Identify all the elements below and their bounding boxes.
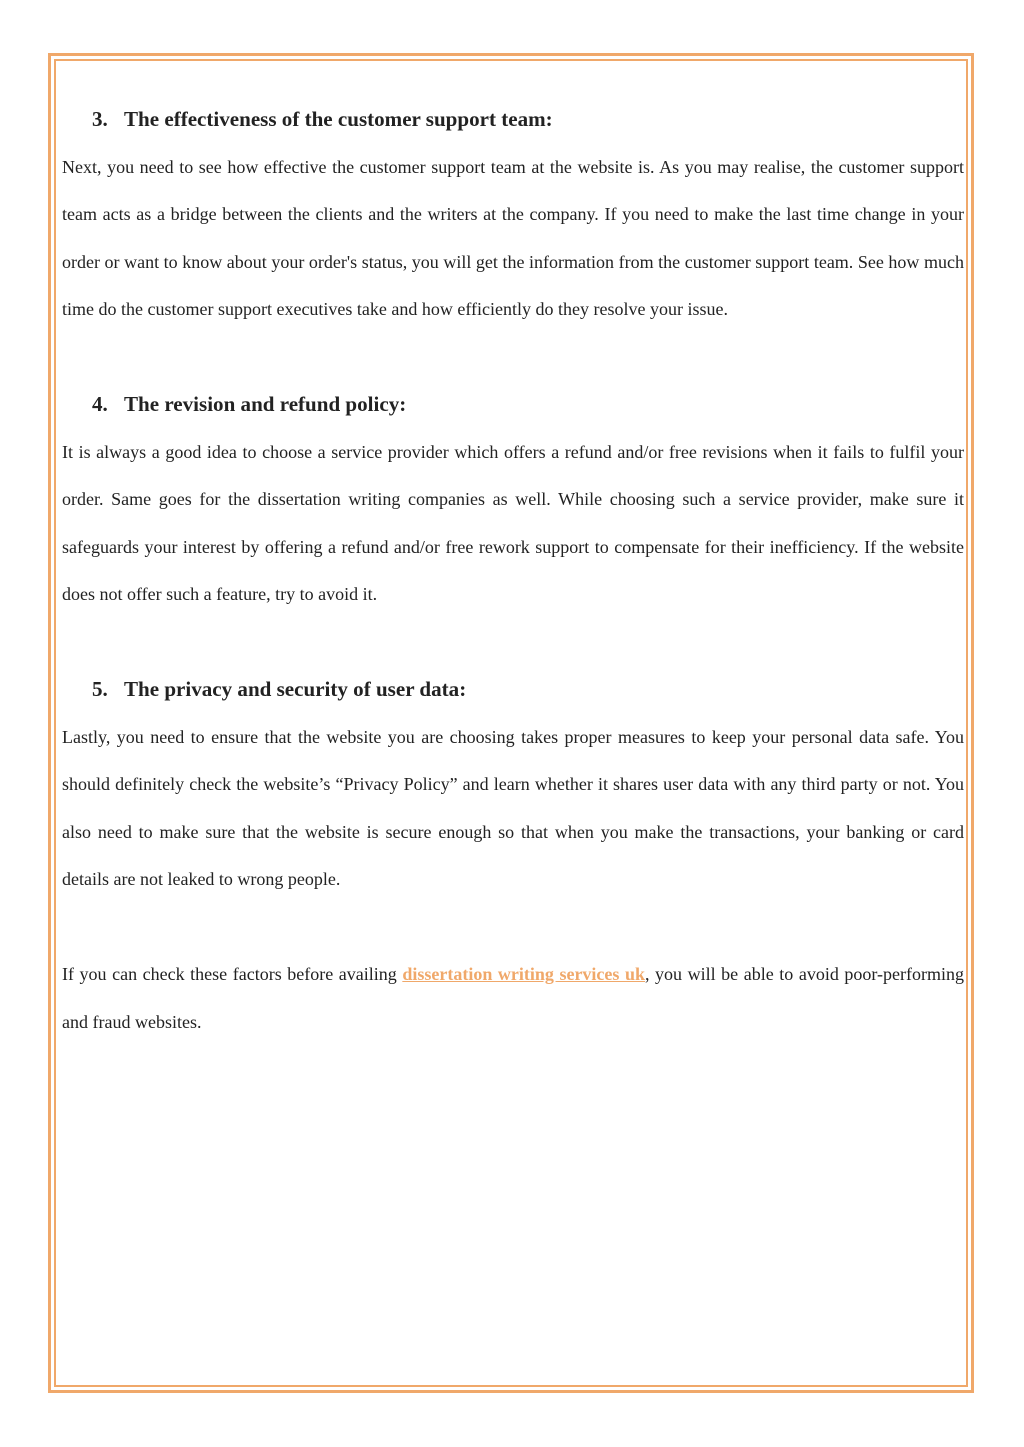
section-heading xyxy=(62,96,964,144)
section-title: The revision and refund policy: xyxy=(124,392,407,416)
section-body: It is always a good idea to choose a service provider which offers a refund and/or free revisions when it fails to fulfil your order. Same goes for the dissertation writing companies as well. While choosing such a service provider, make sure it safeguards your interest by offering a refund and/or free rework support to compensate for their inefficiency. If the website does not offer such a feature, try to avoid it. xyxy=(62,441,964,604)
spacer xyxy=(62,334,964,382)
section-3 xyxy=(62,96,964,334)
section-5 xyxy=(62,666,964,904)
spacer xyxy=(62,904,964,952)
section-heading xyxy=(62,666,964,714)
closing-paragraph xyxy=(62,951,964,1046)
section-title: The effectiveness of the customer support team: xyxy=(124,107,553,131)
section-number: 5. xyxy=(92,677,108,701)
section-heading xyxy=(62,381,964,429)
section-title: The privacy and security of user data: xyxy=(124,677,467,701)
closing-text-after-link: , you will be able to avoid poor-performing and fraud websites. xyxy=(62,964,964,1032)
section-body: Next, you need to see how effective the customer support team at the website is. As you may realise, the customer support team acts as a bridge between the clients and the writers at the company. If you need to make the last time change in your order or want to know about your order's status, you will get the information from the customer support team. See how much time do the customer support executives take and how efficiently do they resolve your issue. xyxy=(62,156,964,319)
section-number: 3. xyxy=(92,107,108,131)
section-number: 4. xyxy=(92,392,108,416)
section-4 xyxy=(62,381,964,619)
closing-text-before-link: If you can check these factors before availing xyxy=(62,964,403,984)
spacer xyxy=(62,619,964,667)
dissertation-services-link[interactable]: dissertation writing services uk xyxy=(402,964,645,984)
document-content xyxy=(62,96,964,1046)
section-body: Lastly, you need to ensure that the website you are choosing takes proper measures to keep your personal data safe. You should definitely check the website’s “Privacy Policy” and learn whether it shares user data with any third party or not. You also need to make sure that the website is secure enough so that when you make the transactions, your banking or card details are not leaked to wrong people. xyxy=(62,726,964,889)
